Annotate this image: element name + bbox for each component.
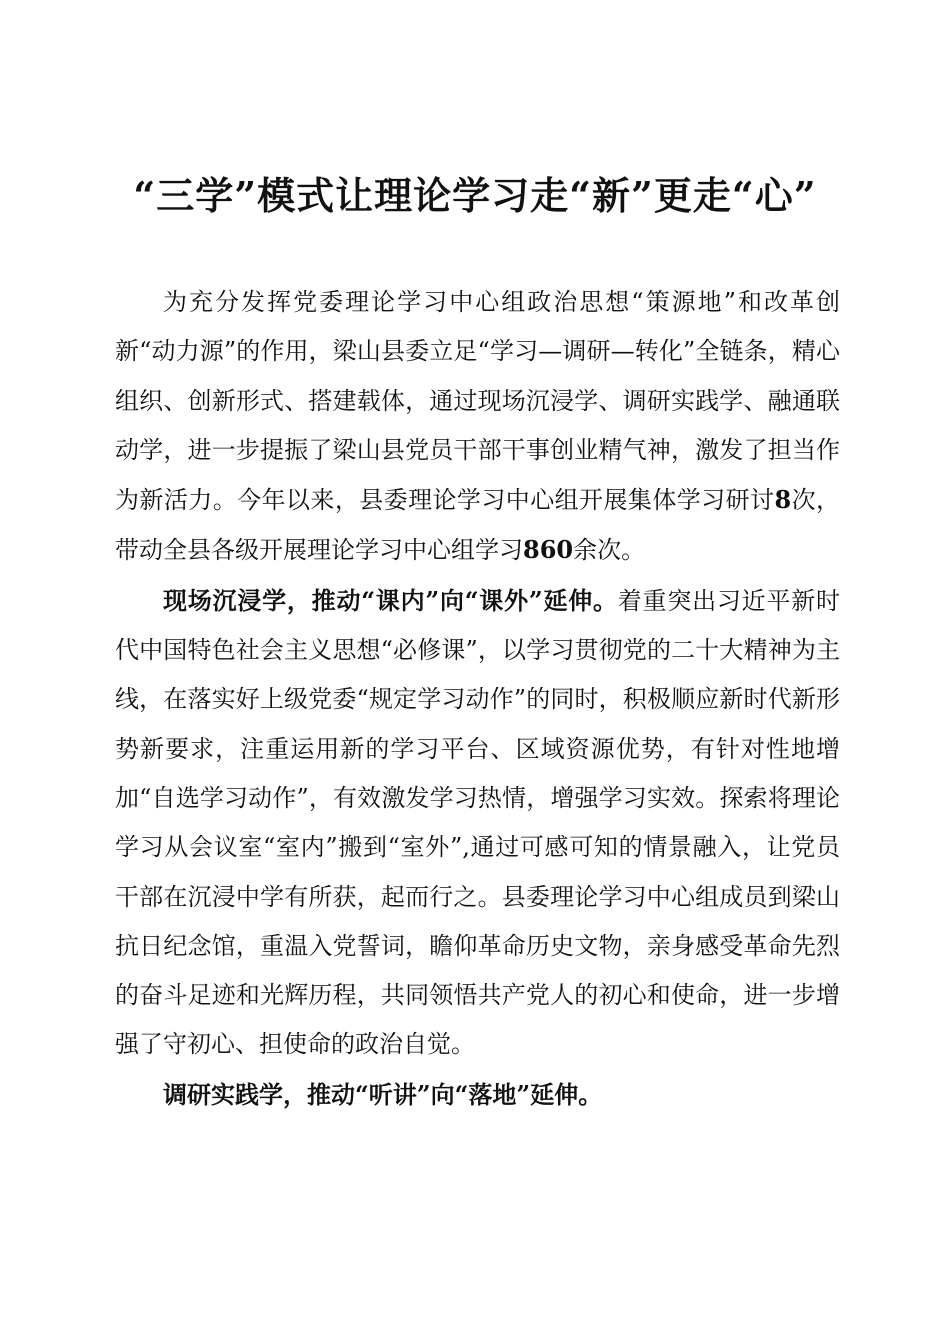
- document-title: “三学”模式让理论学习走“新”更走“心”: [133, 173, 817, 218]
- study-count: 8: [774, 485, 792, 515]
- county-study-count: 860: [523, 535, 574, 565]
- section1-paragraph: [115, 576, 840, 1070]
- section1-heading: 现场沉浸学，推动“课内”向“课外”延伸。: [163, 585, 618, 615]
- intro-text-b: 次，带动全县各级开展理论学习中心组学习: [115, 486, 841, 565]
- intro-text-a: 为充分发挥党委理论学习中心组政治思想“策源地”和改革创新“动力源”的作用，梁山县委立足“学习—调研—转化”全链条，精心组织、创新形式、搭建载体，通过现场沉浸学、调研实践学、融通联动学，进一步提振了梁山县党员干部干事创业精气神，激发了担当作为新活力。今年以来，县委理论学习中心组开展集体学习研讨: [115, 288, 840, 515]
- intro-paragraph: [115, 278, 840, 576]
- document-body: [115, 278, 840, 1120]
- section2-heading: 调研实践学，推动“听讲”向“落地”延伸。: [163, 1079, 603, 1109]
- intro-text-c: 余次。: [573, 536, 646, 565]
- section2-paragraph: [115, 1070, 840, 1120]
- section1-text: 着重突出习近平新时代中国特色社会主义思想“必修课”，以学习贯彻党的二十大精神为主线，在落实好上级党委“规定学习动作”的同时，积极顺应新时代新形势新要求，注重运用新的学习平台、区域资源优势，有针对性地增加“自选学习动作”，有效激发学习热情，增强学习实效。探索将理论学习从会议室“室内”搬到“室外”,通过可感可知的情景融入，让党员干部在沉浸中学有所获，起而行之。县委理论学习中心组成员到梁山抗日纪念馆，重温入党誓词，瞻仰革命历史文物，亲身感受革命先烈的奋斗足迹和光辉历程，共同领悟共产党人的初心和使命，进一步增强了守初心、担使命的政治自觉。: [115, 586, 841, 1059]
